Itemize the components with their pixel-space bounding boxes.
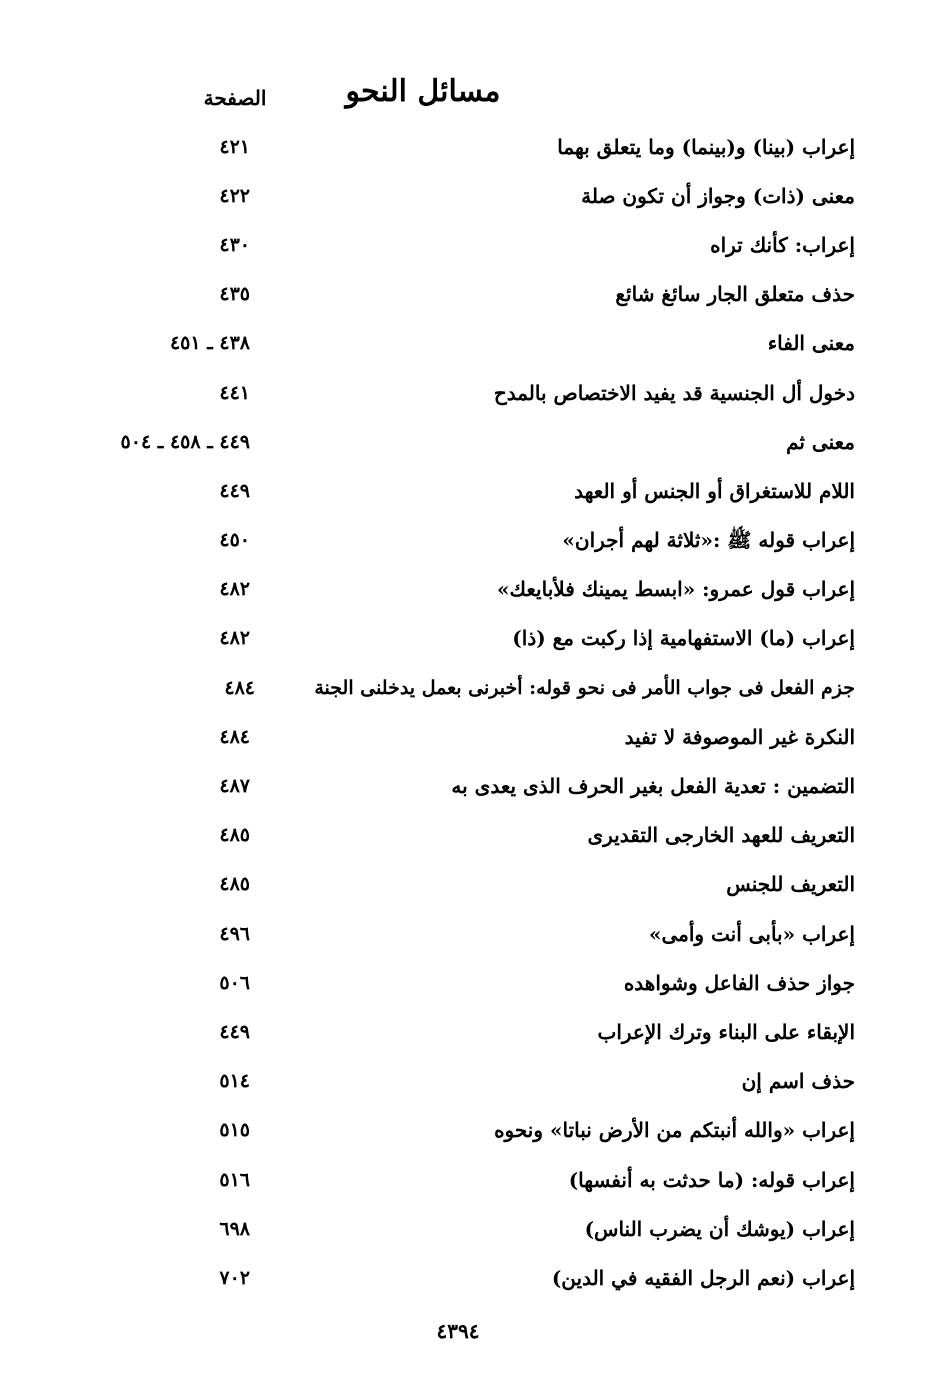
entry-topic: إعراب قول عمرو: «ابسط يمينك فلأبايعك»	[497, 577, 855, 602]
entry-pages: ٤٨٤	[219, 725, 250, 748]
index-entry	[60, 466, 855, 515]
entry-pages: ٤٣٨ ـ ٤٥١	[169, 332, 250, 355]
index-entry	[60, 368, 855, 417]
entry-topic: إعراب (يوشك أن يضرب الناس)	[584, 1216, 855, 1241]
index-entry	[60, 1253, 855, 1302]
entry-pages: ٤٣٥	[219, 283, 250, 306]
index-entry	[60, 860, 855, 909]
index-entry	[60, 712, 855, 761]
entry-topic: معنى (ذات) وجواز أن تكون صلة	[581, 183, 855, 208]
index-entry	[60, 122, 855, 171]
index-entry	[60, 761, 855, 810]
entry-topic: حذف متعلق الجار سائغ شائع	[615, 282, 855, 307]
entry-topic: اللام للاستغراق أو الجنس أو العهد	[574, 478, 855, 503]
entry-pages: ٤٨٥	[219, 824, 250, 847]
entry-topic: جزم الفعل فى جواب الأمر فى نحو قوله: أخبرنى بعمل يدخلنى الجنة	[314, 676, 855, 699]
entry-topic: إعراب قوله ﷺ :«ثلاثة لهم أجران»	[562, 528, 855, 553]
entry-pages: ٤٨٤	[224, 676, 255, 699]
entry-pages: ٤٤٩	[219, 479, 250, 502]
entry-topic: حذف اسم إن	[741, 1069, 855, 1094]
index-entry	[60, 319, 855, 368]
entry-topic: معنى ثم	[786, 429, 855, 454]
index-entry	[60, 417, 855, 466]
entry-topic: إعراب (نعم الرجل الفقيه في الدين)	[551, 1265, 855, 1290]
page-column-header: الصفحة	[203, 86, 267, 110]
entry-pages: ٦٩٨	[219, 1217, 250, 1240]
entry-pages: ٤٤٩ ـ ٤٥٨ ـ ٥٠٤	[120, 430, 250, 453]
entry-topic: النكرة غير الموصوفة لا تفيد	[624, 724, 855, 749]
index-entry	[60, 958, 855, 1007]
entry-pages: ٤٩٦	[219, 922, 250, 945]
entry-pages: ٤٢١	[219, 135, 250, 158]
entry-topic: إعراب (بينا) و(بينما) وما يتعلق بهما	[557, 134, 855, 159]
index-entry	[60, 516, 855, 565]
index-entry	[60, 614, 855, 663]
entry-pages: ٧٠٢	[219, 1266, 250, 1289]
entry-topic: التعريف للعهد الخارجى التقديرى	[587, 823, 855, 848]
index-entry	[60, 1155, 855, 1204]
entry-topic: التعريف للجنس	[726, 872, 855, 897]
entry-topic: إعراب (ما) الاستفهامية إذا ركبت مع (ذا)	[512, 626, 855, 651]
index-entry	[60, 811, 855, 860]
entry-pages: ٤٢٢	[219, 184, 250, 207]
index-entry	[60, 565, 855, 614]
entry-pages: ٥١٥	[219, 1119, 250, 1142]
entry-pages: ٤٣٠	[219, 233, 250, 256]
index-entry	[60, 1057, 855, 1106]
entry-topic: الإبقاء على البناء وترك الإعراب	[597, 1019, 855, 1044]
index-entry	[60, 270, 855, 319]
page-title: مسائل النحو	[345, 74, 501, 109]
entry-pages: ٤٤٩	[219, 1020, 250, 1043]
entry-topic: إعراب «بأبى أنت وأمى»	[648, 921, 855, 946]
entry-pages: ٤٨٥	[219, 873, 250, 896]
entry-topic: إعراب قوله: (ما حدثت به أنفسها)	[568, 1167, 855, 1192]
entry-pages: ٥١٦	[219, 1168, 250, 1191]
entry-pages: ٥١٤	[219, 1070, 250, 1093]
index-entry	[60, 909, 855, 958]
entry-pages: ٥٠٦	[219, 971, 250, 994]
entry-pages: ٤٥٠	[219, 529, 250, 552]
index-entry	[60, 171, 855, 220]
index-entry	[60, 663, 855, 712]
entry-pages: ٤٤١	[219, 381, 250, 404]
index-entry	[60, 1106, 855, 1155]
page-number: ٤٣٩٤	[436, 1319, 480, 1343]
entry-pages: ٤٨٢	[219, 627, 250, 650]
entry-pages: ٤٨٧	[219, 775, 250, 798]
entry-topic: دخول أل الجنسية قد يفيد الاختصاص بالمدح	[493, 380, 855, 405]
index-entry	[60, 1007, 855, 1056]
entry-topic: التضمين : تعدية الفعل بغير الحرف الذى يعدى به	[451, 774, 855, 799]
index-list	[60, 122, 855, 1303]
index-entry	[60, 1204, 855, 1253]
entry-pages: ٤٨٢	[219, 578, 250, 601]
entry-topic: إعراب: كأنك تراه	[710, 232, 855, 257]
entry-topic: إعراب «والله أنبتكم من الأرض نباتا» ونحوه	[494, 1118, 855, 1143]
entry-topic: جواز حذف الفاعل وشواهده	[623, 970, 855, 995]
entry-topic: معنى الفاء	[767, 331, 855, 356]
index-entry	[60, 220, 855, 269]
